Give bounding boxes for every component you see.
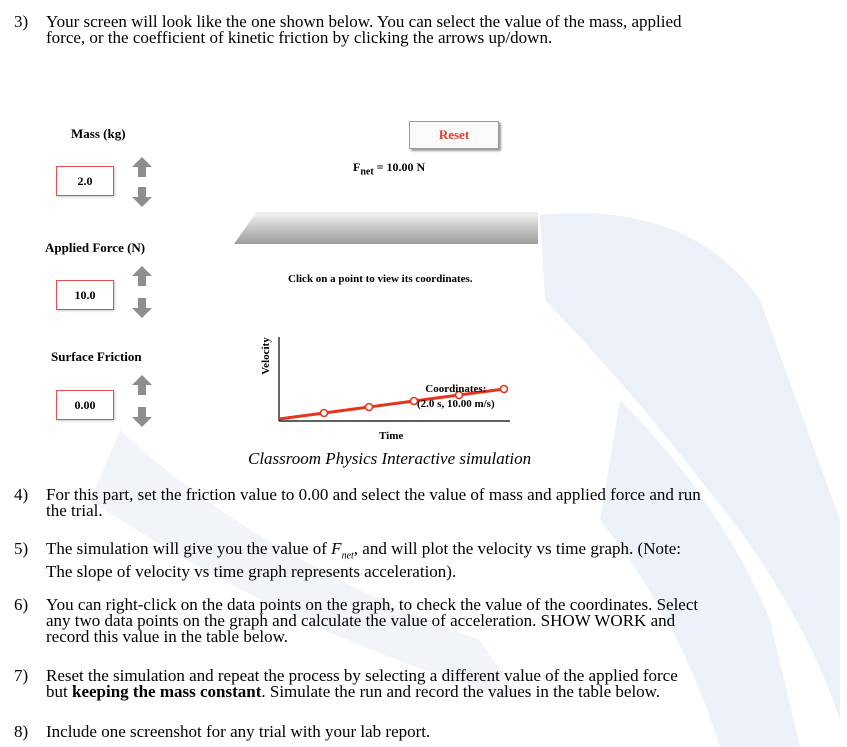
step-number: 7) xyxy=(14,666,29,685)
step-text: . Simulate the run and record the values in the table below. xyxy=(261,682,661,701)
velocity-data-point[interactable] xyxy=(321,410,328,417)
step-text: but xyxy=(46,682,72,701)
friction-up-arrow-icon[interactable] xyxy=(131,374,153,396)
fnet-symbol: F xyxy=(331,539,342,558)
step-number: 5) xyxy=(14,539,29,558)
step-text: Your screen will look like the one shown below. You can select the value of the mass, applied xyxy=(46,12,682,31)
step-text: The simulation will give you the value of xyxy=(46,539,332,558)
mass-label: Mass (kg) xyxy=(71,126,126,141)
friction-down-arrow-icon[interactable] xyxy=(131,406,153,428)
coordinates-tooltip xyxy=(417,382,495,412)
track-surface xyxy=(232,210,540,246)
step-text: force, or the coefficient of kinetic friction by clicking the arrows up/down. xyxy=(46,28,553,47)
step-text: the trial. xyxy=(46,501,103,520)
step-text: , and will plot the velocity vs time graph. (Note: xyxy=(353,539,681,558)
reset-button[interactable]: Reset xyxy=(409,121,499,149)
velocity-data-point[interactable] xyxy=(366,404,373,411)
step-text: You can right-click on the data points on the graph, to check the value of the coordinates. Select xyxy=(46,595,699,614)
velocity-time-chart[interactable] xyxy=(270,325,520,435)
force-down-arrow-icon[interactable] xyxy=(131,297,153,319)
step-text: Reset the simulation and repeat the process by selecting a different value of the applied force xyxy=(46,666,678,685)
step-text: Include one screenshot for any trial with your lab report. xyxy=(46,722,431,741)
step-text: The slope of velocity vs time graph represents acceleration). xyxy=(46,562,457,582)
mass-up-arrow-icon[interactable] xyxy=(131,156,153,178)
step-number: 6) xyxy=(14,595,29,614)
applied-force-label: Applied Force (N) xyxy=(45,240,146,255)
surface-friction-label: Surface Friction xyxy=(51,349,142,364)
step-text: any two data points on the graph and calculate the value of acceleration. SHOW WORK and xyxy=(46,611,676,630)
step-number: 4) xyxy=(14,485,29,504)
mass-value-field[interactable]: 2.0 xyxy=(56,166,114,196)
tooltip-value: (2.0 s, 10.00 m/s) xyxy=(417,398,495,410)
fnet-symbol: F xyxy=(353,160,361,174)
y-axis-label: Velocity xyxy=(260,337,272,375)
step-text: record this value in the table below. xyxy=(46,627,289,646)
fnet-subscript: net xyxy=(341,550,354,562)
fnet-subscript: net xyxy=(360,166,374,178)
step-emphasis: keeping the mass constant xyxy=(71,682,262,701)
step-text: For this part, set the friction value to 0.00 and select the value of mass and applied force and run xyxy=(46,485,701,504)
applied-force-value-field[interactable]: 10.0 xyxy=(56,280,114,310)
fnet-value: = 10.00 N xyxy=(373,160,426,174)
figure-caption: Classroom Physics Interactive simulation xyxy=(248,449,532,468)
mass-down-arrow-icon[interactable] xyxy=(131,186,153,208)
fnet-readout xyxy=(353,160,425,177)
tooltip-title: Coordinates: xyxy=(425,383,487,395)
force-up-arrow-icon[interactable] xyxy=(131,265,153,287)
step-number: 3) xyxy=(14,12,29,31)
graph-hint: Click on a point to view its coordinates. xyxy=(288,273,473,285)
friction-value-field[interactable]: 0.00 xyxy=(56,390,114,420)
step-number: 8) xyxy=(14,722,29,741)
velocity-data-point[interactable] xyxy=(501,386,508,393)
x-axis-label: Time xyxy=(379,430,404,442)
